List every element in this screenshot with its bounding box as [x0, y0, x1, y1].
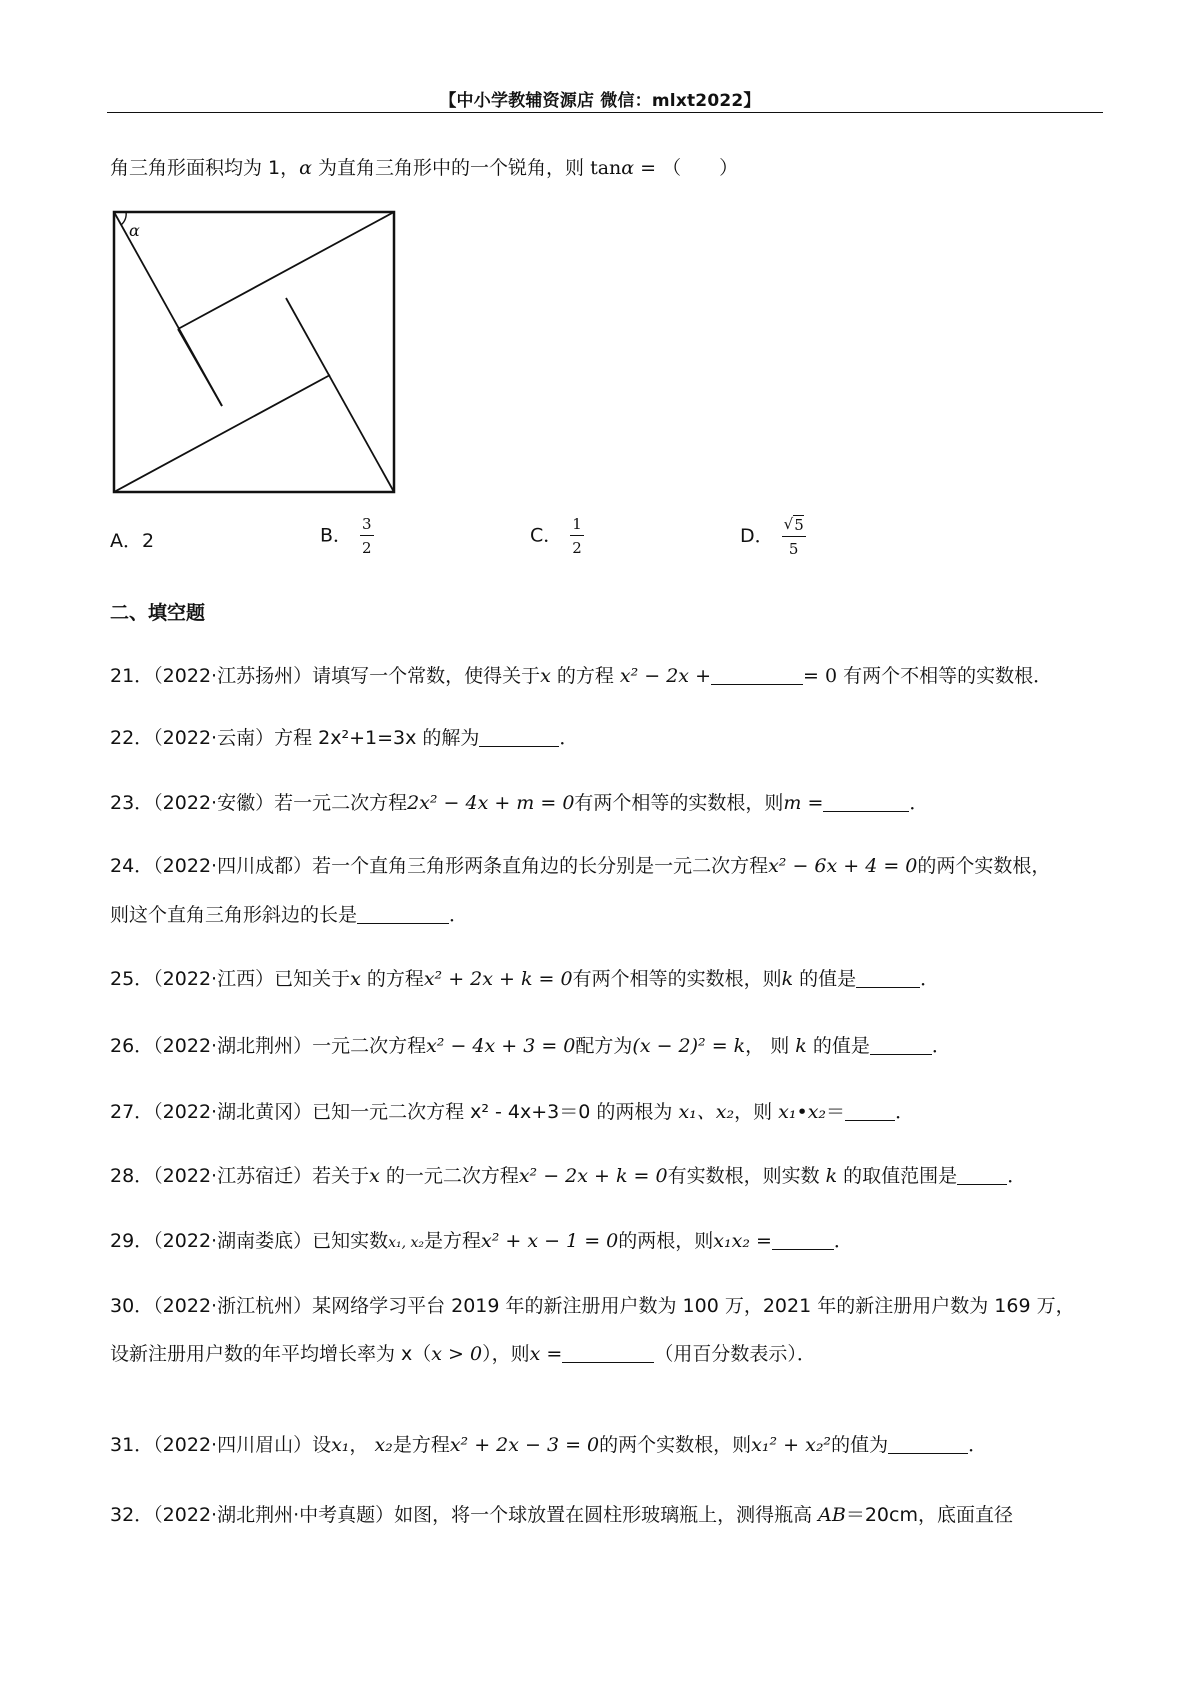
question-30-line-2 [110, 1341, 816, 1367]
q27-eq-end: ＝ [826, 1101, 846, 1123]
divider-line-3 [286, 298, 394, 492]
q28-k: k [825, 1165, 838, 1187]
question-32 [110, 1502, 1013, 1528]
q20-alpha: α [299, 157, 312, 179]
q25-mid: 的方程 [360, 968, 424, 990]
q21-var: x [540, 665, 551, 687]
option-d-denominator: 5 [788, 540, 799, 558]
question-25 [110, 966, 939, 992]
divider-line-4 [114, 375, 330, 492]
q31-equation: x² + 2x − 3 = 0 [449, 1434, 600, 1456]
q26-k: k [795, 1035, 807, 1057]
q20-text-c: = （ ） [634, 157, 739, 179]
q25-k: k [781, 968, 794, 990]
angle-arc [121, 212, 126, 225]
question-28 [110, 1163, 1026, 1189]
sqrt-symbol: √ 5 [783, 515, 804, 534]
q32-suffix: ＝20cm，底面直径 [845, 1504, 1013, 1526]
q24-line2: 则这个直角三角形斜边的长是 [110, 904, 358, 926]
q29-end: ． [833, 1230, 853, 1252]
q25-mid2: 有两个相等的实数根，则 [572, 968, 782, 990]
question-21 [110, 663, 1052, 689]
q23-answer-blank[interactable] [823, 793, 909, 812]
option-b-fraction [360, 515, 374, 557]
q21-mid: 的方程 [550, 665, 620, 687]
q26-equation-2: (x − 2)² = k [632, 1035, 746, 1057]
header-divider [107, 112, 1103, 113]
q29-answer-blank[interactable] [772, 1231, 834, 1250]
q20-text [110, 155, 738, 181]
q27-mid2: ，则 [734, 1101, 779, 1123]
q25-prefix: 25．（2022·江西）已知关于 [110, 968, 351, 990]
question-27 [110, 1099, 914, 1125]
question-26 [110, 1033, 951, 1059]
option-d-numerator [782, 515, 806, 537]
q31-answer-blank[interactable] [888, 1435, 968, 1454]
option-d[interactable] [740, 515, 806, 558]
q22-suffix: 的解为 [416, 727, 480, 749]
q21-equation: x² − 2x + [619, 665, 711, 687]
option-b[interactable] [320, 515, 374, 557]
option-d-radicand: 5 [794, 516, 804, 534]
q26-prefix: 26．（2022·湖北荆州）一元二次方程 [110, 1035, 427, 1057]
q20-tan: tan [590, 157, 622, 179]
q27-end: ． [895, 1101, 915, 1123]
q23-equation-2: m = [783, 792, 824, 814]
q25-suffix: 的值是 [793, 968, 857, 990]
q32-prefix: 32．（2022·湖北荆州·中考真题）如图，将一个球放置在圆柱形玻璃瓶上，测得瓶高 [110, 1504, 819, 1526]
q30-line2-b: ），则 [482, 1343, 530, 1365]
option-d-fraction [782, 515, 806, 558]
q30-line2-a: 设新注册用户数的年平均增长率为 x（ [110, 1343, 432, 1365]
angle-label: α [129, 221, 140, 240]
q27-roots: x₁、x₂ [678, 1101, 735, 1123]
q30-equation: x = [529, 1343, 563, 1365]
q24-answer-blank[interactable] [357, 905, 449, 924]
option-c-fraction [570, 515, 584, 557]
q21-answer-blank[interactable] [711, 666, 803, 685]
q22-end: ． [559, 727, 579, 749]
q28-mid2: 有实数根，则实数 [667, 1165, 826, 1187]
q24-prefix: 24．（2022·四川成都）若一个直角三角形两条直角边的长分别是一元二次方程 [110, 855, 769, 877]
q31-end: ． [968, 1434, 988, 1456]
q25-var: x [350, 968, 361, 990]
q21-eq-end: = 0 [803, 665, 838, 687]
q25-end: ． [920, 968, 940, 990]
q31-x1: x₁ [331, 1434, 350, 1456]
outer-square [114, 212, 394, 492]
divider-line-2 [178, 212, 394, 329]
pinwheel-square-figure [112, 205, 402, 495]
q25-answer-blank[interactable] [856, 969, 920, 988]
q27-mid: 的两根为 [590, 1101, 679, 1123]
inner-square-side [178, 329, 222, 406]
q31-sep: ， [349, 1434, 375, 1456]
q29-equation-2: x₁x₂ = [713, 1230, 772, 1252]
q31-mid2: 的两个实数根，则 [599, 1434, 752, 1456]
question-30 [110, 1293, 1075, 1319]
q29-prefix: 29．（2022·湖南娄底）已知实数 [110, 1230, 389, 1252]
q29-equation: x² + x − 1 = 0 [481, 1230, 619, 1252]
question-24 [110, 853, 1050, 879]
q28-prefix: 28．（2022·江苏宿迁）若关于 [110, 1165, 370, 1187]
q32-ab: AB [818, 1504, 846, 1526]
q27-equation: x² - 4x+3＝0 [470, 1101, 591, 1123]
q26-equation: x² − 4x + 3 = 0 [426, 1035, 576, 1057]
q29-roots: x₁, x₂ [388, 1235, 424, 1251]
q31-suffix: 的值为 [831, 1434, 889, 1456]
option-b-numerator: 3 [360, 515, 374, 536]
option-c[interactable] [530, 515, 584, 557]
q28-equation: x² − 2x + k = 0 [518, 1165, 668, 1187]
q24-equation: x² − 6x + 4 = 0 [768, 855, 918, 877]
question-22 [110, 725, 578, 751]
q30-answer-blank[interactable] [562, 1344, 654, 1363]
q31-expression: x₁² + x₂² [751, 1434, 832, 1456]
q26-answer-blank[interactable] [870, 1036, 932, 1055]
q29-mid: 是方程 [424, 1230, 482, 1252]
q22-equation: 2x²+1=3x [318, 727, 417, 749]
option-a-label: A．2 [110, 530, 155, 552]
q20-text-a: 角三角形面积均为 1， [110, 157, 300, 179]
q23-end: ． [909, 792, 929, 814]
q24-suffix: 的两个实数根， [917, 855, 1051, 877]
q30-line1: 30．（2022·浙江杭州）某网络学习平台 2019 年的新注册用户数为 100 万，2021 年的新注册用户数为 169 万， [110, 1295, 1075, 1317]
option-b-label: B． [320, 524, 353, 547]
q28-suffix: 的取值范围是 [837, 1165, 958, 1187]
option-c-denominator: 2 [572, 539, 582, 557]
q23-mid: 有两个相等的实数根，则 [574, 792, 784, 814]
question-24-line-2 [110, 902, 468, 928]
q20-text-b: 为直角三角形中的一个锐角，则 [311, 157, 591, 179]
question-31 [110, 1432, 987, 1458]
option-a[interactable] [110, 528, 154, 554]
q26-end: ． [931, 1035, 951, 1057]
q22-prefix: 22．（2022·云南）方程 [110, 727, 319, 749]
question-23 [110, 790, 928, 816]
q28-var: x [369, 1165, 380, 1187]
q27-answer-blank[interactable] [845, 1102, 895, 1121]
option-c-label: C． [530, 524, 563, 547]
q29-mid2: 的两根，则 [618, 1230, 714, 1252]
q21-suffix: 有两个不相等的实数根． [837, 665, 1053, 687]
q28-end: ． [1007, 1165, 1027, 1187]
q30-line2-c: （用百分数表示）． [654, 1343, 816, 1365]
q23-equation: 2x² − 4x + m = 0 [407, 792, 575, 814]
option-d-label: D． [740, 525, 774, 547]
q27-prefix: 27．（2022·湖北黄冈）已知一元二次方程 [110, 1101, 471, 1123]
q21-prefix: 21．（2022·江苏扬州）请填写一个常数，使得关于 [110, 665, 541, 687]
q22-answer-blank[interactable] [479, 728, 559, 747]
option-b-denominator: 2 [362, 539, 372, 557]
q31-mid: 是方程 [392, 1434, 450, 1456]
q26-mid: 配方为 [575, 1035, 633, 1057]
q28-mid: 的一元二次方程 [379, 1165, 519, 1187]
q30-condition: x > 0 [431, 1343, 483, 1365]
q28-answer-blank[interactable] [957, 1166, 1007, 1185]
option-c-numerator: 1 [570, 515, 584, 536]
q31-prefix: 31．（2022·四川眉山）设 [110, 1434, 332, 1456]
q23-prefix: 23．（2022·安徽）若一元二次方程 [110, 792, 408, 814]
q31-x2: x₂ [374, 1434, 393, 1456]
question-29 [110, 1228, 853, 1256]
q20-alpha-2: α [621, 157, 635, 179]
q26-mid2: ， 则 [745, 1035, 796, 1057]
q26-suffix: 的值是 [806, 1035, 870, 1057]
q24-end: ． [449, 904, 469, 926]
q27-product: x₁•x₂ [778, 1101, 827, 1123]
page-header: 【中小学教辅资源店 微信：mlxt2022】 [439, 91, 761, 111]
q25-equation: x² + 2x + k = 0 [423, 968, 573, 990]
section-title: 二、填空题 [110, 602, 206, 624]
